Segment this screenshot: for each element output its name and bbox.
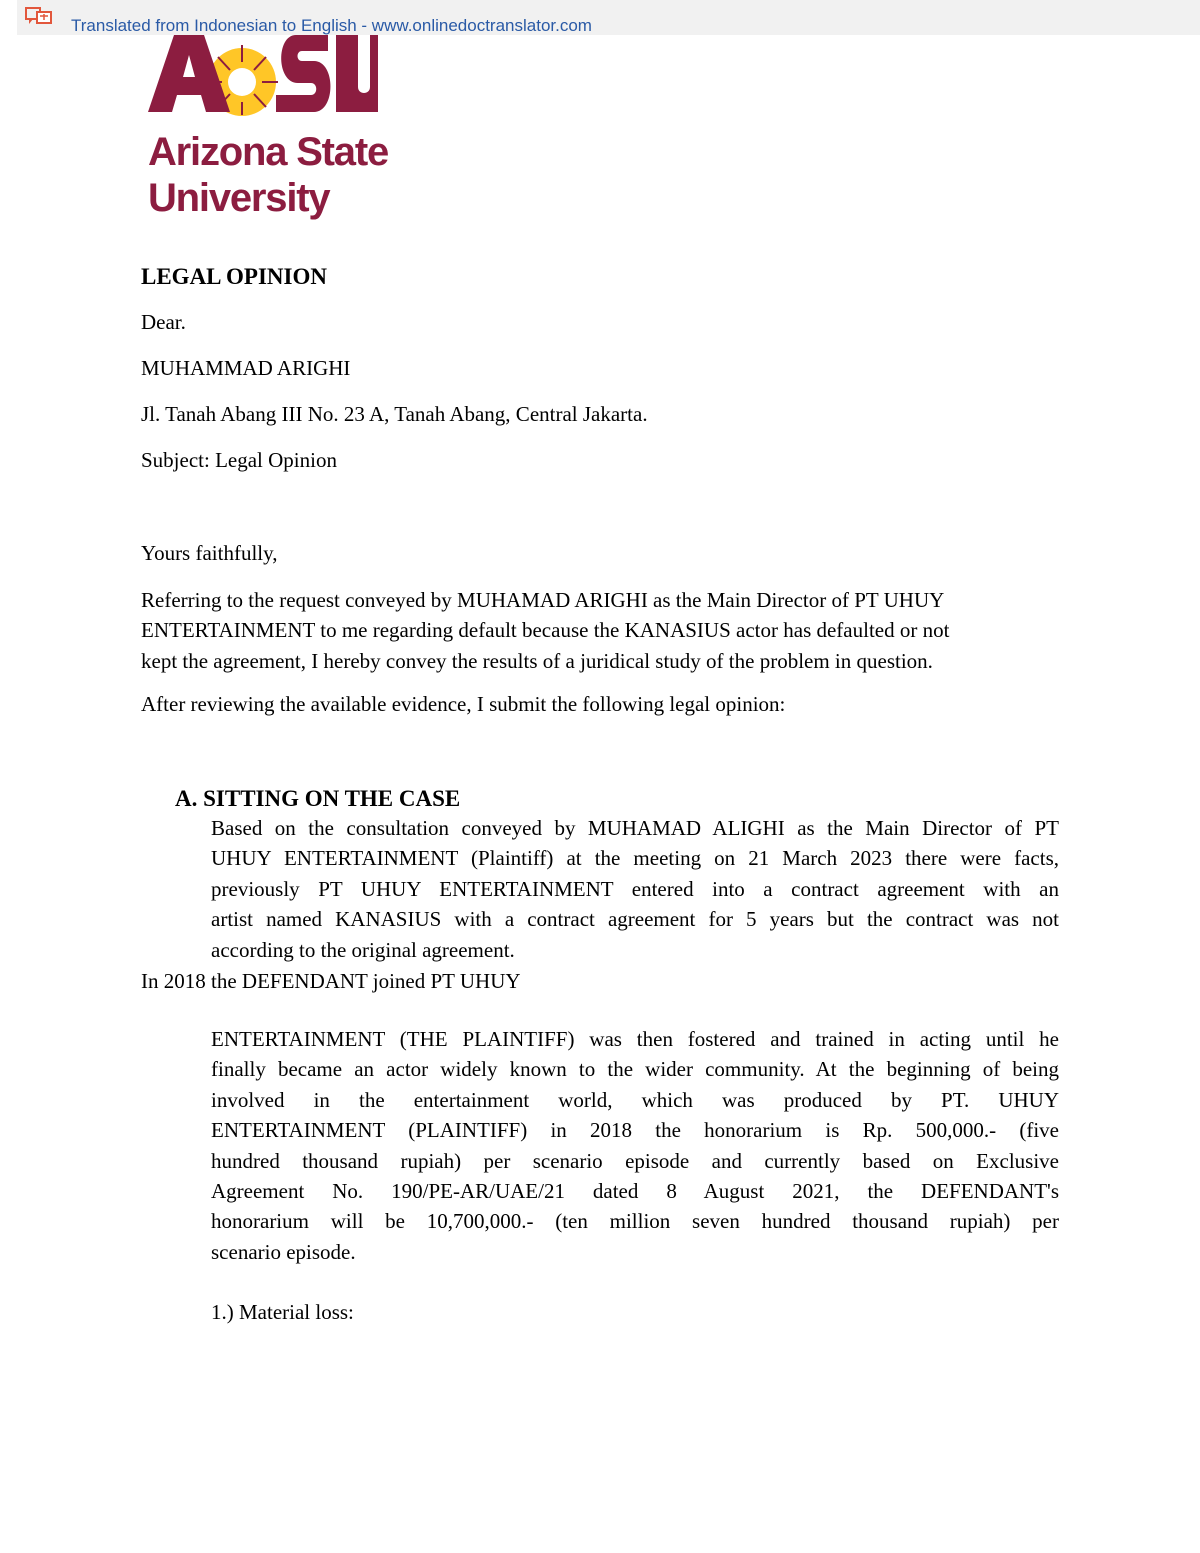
paragraph-line: honorarium will be 10,700,000.- (ten million seven hundred thousand rupiah) per xyxy=(211,1209,1059,1234)
material-loss-item: 1.) Material loss: xyxy=(211,1300,354,1324)
paragraph-line: involved in the entertainment world, which was produced by PT. UHUY xyxy=(211,1087,1059,1112)
section-a-paragraph-2 xyxy=(211,1024,1059,1267)
defendant-joined-line: In 2018 the DEFENDANT joined PT UHUY xyxy=(141,969,521,993)
paragraph-line: Based on the consultation conveyed by MUHAMAD ALIGHI as the Main Director of PT xyxy=(211,816,1059,840)
translate-icon[interactable] xyxy=(25,7,53,27)
paragraph-line: previously PT UHUY ENTERTAINMENT entered into a contract agreement with an xyxy=(211,876,1059,901)
recipient-name: MUHAMMAD ARIGHI xyxy=(141,356,351,380)
paragraph-line: finally became an actor widely known to the wider community. At the beginning of being xyxy=(211,1057,1059,1082)
subject-line: Subject: Legal Opinion xyxy=(141,448,337,472)
translation-banner xyxy=(17,0,1200,35)
recipient-address: Jl. Tanah Abang III No. 23 A, Tanah Abang, Central Jakarta. xyxy=(141,402,648,426)
paragraph-line: according to the original agreement. xyxy=(211,937,515,962)
paragraph-line: ENTERTAINMENT to me regarding default because the KANASIUS actor has defaulted or not xyxy=(141,618,950,643)
paragraph-line: UHUY ENTERTAINMENT (Plaintiff) at the meeting on 21 March 2023 there were facts, xyxy=(211,846,1059,871)
paragraph-line: kept the agreement, I hereby convey the results of a juridical study of the problem in question. xyxy=(141,648,933,673)
salutation: Dear. xyxy=(141,310,186,334)
document-title: LEGAL OPINION xyxy=(141,264,327,289)
paragraph-line: ENTERTAINMENT (PLAINTIFF) in 2018 the honorarium is Rp. 500,000.- (five xyxy=(211,1118,1059,1143)
paragraph-line: Referring to the request conveyed by MUHAMAD ARIGHI as the Main Director of PT UHUY xyxy=(141,588,945,612)
section-a-paragraph-1 xyxy=(211,813,1059,965)
paragraph-line: scenario episode. xyxy=(211,1239,356,1264)
greeting: Yours faithfully, xyxy=(141,541,278,565)
paragraph-line: Agreement No. 190/PE-AR/UAE/21 dated 8 August 2021, the DEFENDANT's xyxy=(211,1179,1059,1204)
logo-name-line2: University xyxy=(148,176,330,220)
paragraph-line: artist named KANASIUS with a contract agreement for 5 years but the contract was not xyxy=(211,907,1059,932)
logo-name-line1: Arizona State xyxy=(148,130,389,174)
paragraph-line: ENTERTAINMENT (THE PLAINTIFF) was then fostered and trained in acting until he xyxy=(211,1027,1059,1051)
review-statement: After reviewing the available evidence, I submit the following legal opinion: xyxy=(141,692,786,716)
paragraph-line: hundred thousand rupiah) per scenario episode and currently based on Exclusive xyxy=(211,1148,1059,1173)
translation-banner-link[interactable]: Translated from Indonesian to English - www.onlinedoctranslator.com xyxy=(71,16,592,35)
intro-paragraph xyxy=(141,585,1039,676)
section-a-heading: A. SITTING ON THE CASE xyxy=(175,786,461,811)
